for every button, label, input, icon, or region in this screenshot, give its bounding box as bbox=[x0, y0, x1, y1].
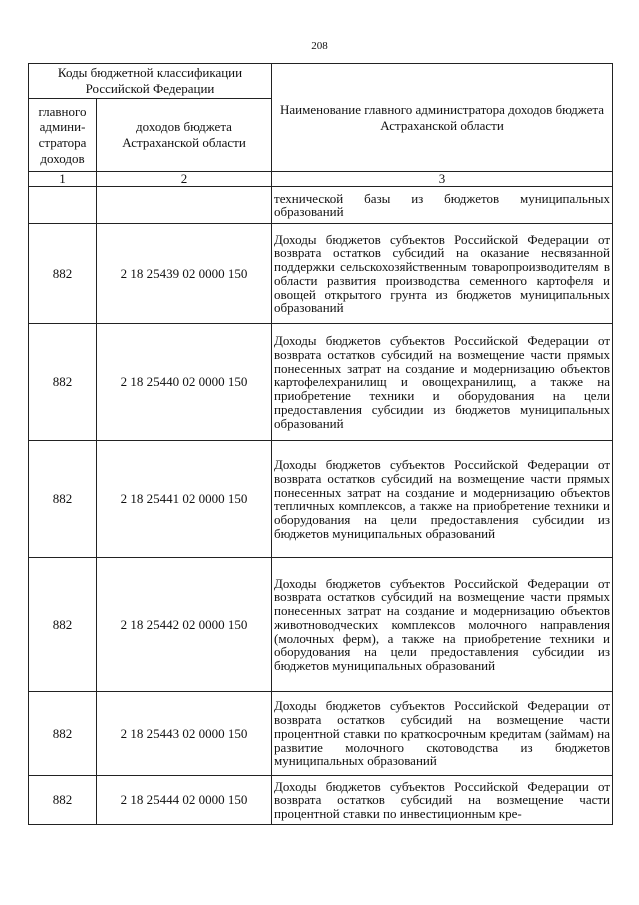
table-row bbox=[29, 187, 613, 224]
income-code-cell: 2 18 25439 02 0000 150 bbox=[97, 224, 272, 324]
column-number-2: 2 bbox=[97, 172, 272, 187]
budget-classification-table bbox=[28, 63, 613, 825]
header-codes-group: Коды бюджетной классификации Российской Федерации bbox=[29, 64, 272, 99]
income-code-cell bbox=[97, 187, 272, 224]
income-code-cell: 2 18 25443 02 0000 150 bbox=[97, 692, 272, 776]
table-row bbox=[29, 692, 613, 776]
description-cell: Доходы бюджетов субъектов Российской Федерации от возврата остатков субсидий на возмещение части прямых понесенных затрат на создание и модернизацию объектов животноводческих комплексов молочного направления (молочных ферм), а также на приобретение техники и оборудования на цели предоставления субсидии из бюджетов муниципальных образований bbox=[272, 558, 613, 692]
table-row bbox=[29, 558, 613, 692]
table-row bbox=[29, 224, 613, 324]
admin-code-cell: 882 bbox=[29, 324, 97, 441]
admin-code-cell bbox=[29, 187, 97, 224]
admin-code-cell: 882 bbox=[29, 776, 97, 825]
description-cell: технической базы из бюджетов муниципальных образований bbox=[272, 187, 613, 224]
header-income-column: доходов бюджета Астраханской области bbox=[97, 99, 272, 172]
column-number-3: 3 bbox=[272, 172, 613, 187]
header-admin-column: главного админи-стратора доходов bbox=[29, 99, 97, 172]
table-row bbox=[29, 324, 613, 441]
header-row-top bbox=[29, 64, 613, 99]
admin-code-cell: 882 bbox=[29, 441, 97, 558]
admin-code-cell: 882 bbox=[29, 558, 97, 692]
header-number-row bbox=[29, 172, 613, 187]
income-code-cell: 2 18 25440 02 0000 150 bbox=[97, 324, 272, 441]
description-cell: Доходы бюджетов субъектов Российской Федерации от возврата остатков субсидий на возмещение части процентной ставки по краткосрочным кредитам (займам) на развитие молочного скотоводства из бюджетов муниципальных образований bbox=[272, 692, 613, 776]
income-code-cell: 2 18 25441 02 0000 150 bbox=[97, 441, 272, 558]
description-cell: Доходы бюджетов субъектов Российской Федерации от возврата остатков субсидий на возмещение части прямых понесенных затрат на создание и модернизацию объектов картофелехранилищ и овощехранилищ, а также на приобретение техники и оборудования на цели предоставления субсидии из бюджетов муниципальных образований bbox=[272, 324, 613, 441]
table-row bbox=[29, 776, 613, 825]
description-cell: Доходы бюджетов субъектов Российской Федерации от возврата остатков субсидий на возмещение части процентной ставки по инвестиционным кре- bbox=[272, 776, 613, 825]
page-number: 208 bbox=[311, 40, 328, 52]
admin-code-cell: 882 bbox=[29, 224, 97, 324]
column-number-1: 1 bbox=[29, 172, 97, 187]
admin-code-cell: 882 bbox=[29, 692, 97, 776]
description-cell: Доходы бюджетов субъектов Российской Федерации от возврата остатков субсидий на возмещение части прямых понесенных затрат на создание и модернизацию объектов тепличных комплексов, а также на приобретение техники и оборудования на цели предоставления субсидии из бюджетов муниципальных образований bbox=[272, 441, 613, 558]
income-code-cell: 2 18 25442 02 0000 150 bbox=[97, 558, 272, 692]
table-row bbox=[29, 441, 613, 558]
header-name-column: Наименование главного администратора доходов бюджета Астраханской области bbox=[272, 64, 613, 172]
description-cell: Доходы бюджетов субъектов Российской Федерации от возврата остатков субсидий на оказание несвязанной поддержки сельскохозяйственным товаропроизводителям в области развития производства семенного картофеля и овощей открытого грунта из бюджетов муниципальных образований bbox=[272, 224, 613, 324]
income-code-cell: 2 18 25444 02 0000 150 bbox=[97, 776, 272, 825]
